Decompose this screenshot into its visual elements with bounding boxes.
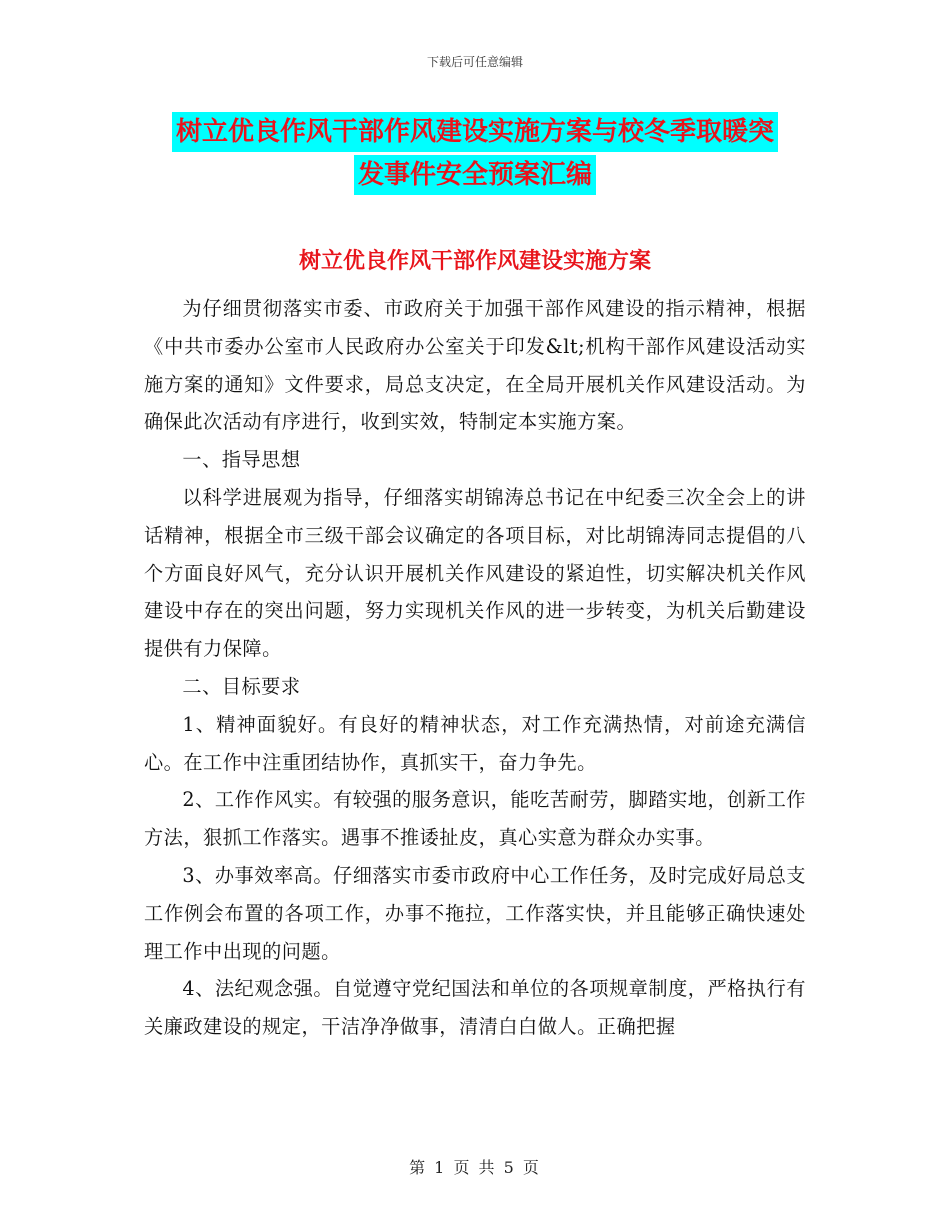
- paragraph-goal-4: 4、法纪观念强。自觉遵守党纪国法和单位的各项规章制度，严格执行有关廉政建设的规定，干洁净净做事，清清白白做人。正确把握: [144, 977, 806, 1039]
- page-number: 第 1 页 共 5 页: [409, 1158, 541, 1177]
- section-title: 树立优良作风干部作风建设实施方案: [298, 249, 651, 274]
- title-text-2: 发事件安全预案汇编: [354, 155, 596, 195]
- heading-goals: 二、目标要求: [182, 674, 301, 698]
- document-body: [144, 290, 806, 1046]
- paragraph-guiding-ideology: 以科学进展观为指导，仔细落实胡锦涛总书记在中纪委三次全会上的讲话精神，根据全市三级干部会议确定的各项目标，对比胡锦涛同志提倡的八个方面良好风气，充分认识开展机关作风建设的紧迫性，切实解决机关作风建设中存在的突出问题，努力实现机关作风的进一步转变，为机关后勤建设提供有力保障。: [144, 485, 806, 661]
- paragraph-goal-1: 1、精神面貌好。有良好的精神状态，对工作充满热情，对前途充满信心。在工作中注重团结协作，真抓实干，奋力争先。: [144, 712, 806, 774]
- paragraph-goal-3: 3、办事效率高。仔细落实市委市政府中心工作任务，及时完成好局总支工作例会布置的各项工作，办事不拖拉，工作落实快，并且能够正确快速处理工作中出现的问题。: [144, 863, 806, 963]
- paragraph-intro: 为仔细贯彻落实市委、市政府关于加强干部作风建设的指示精神，根据《中共市委办公室市人民政府办公室关于印发&lt;机构干部作风建设活动实施方案的通知》文件要求，局总支决定，在全局开展机关作风建设活动。为确保此次活动有序进行，收到实效，特制定本实施方案。: [144, 297, 806, 434]
- header-note: 下载后可任意编辑: [426, 55, 523, 69]
- document-title-line-2: [0, 155, 950, 195]
- heading-guiding-ideology: 一、指导思想: [182, 448, 301, 472]
- paragraph-goal-2: 2、工作作风实。有较强的服务意识，能吃苦耐劳，脚踏实地，创新工作方法，狠抓工作落实。遇事不推诿扯皮，真心实意为群众办实事。: [144, 788, 806, 850]
- document-title-line-1: [0, 112, 950, 152]
- title-text-1: 树立优良作风干部作风建设实施方案与校冬季取暖突: [172, 112, 778, 152]
